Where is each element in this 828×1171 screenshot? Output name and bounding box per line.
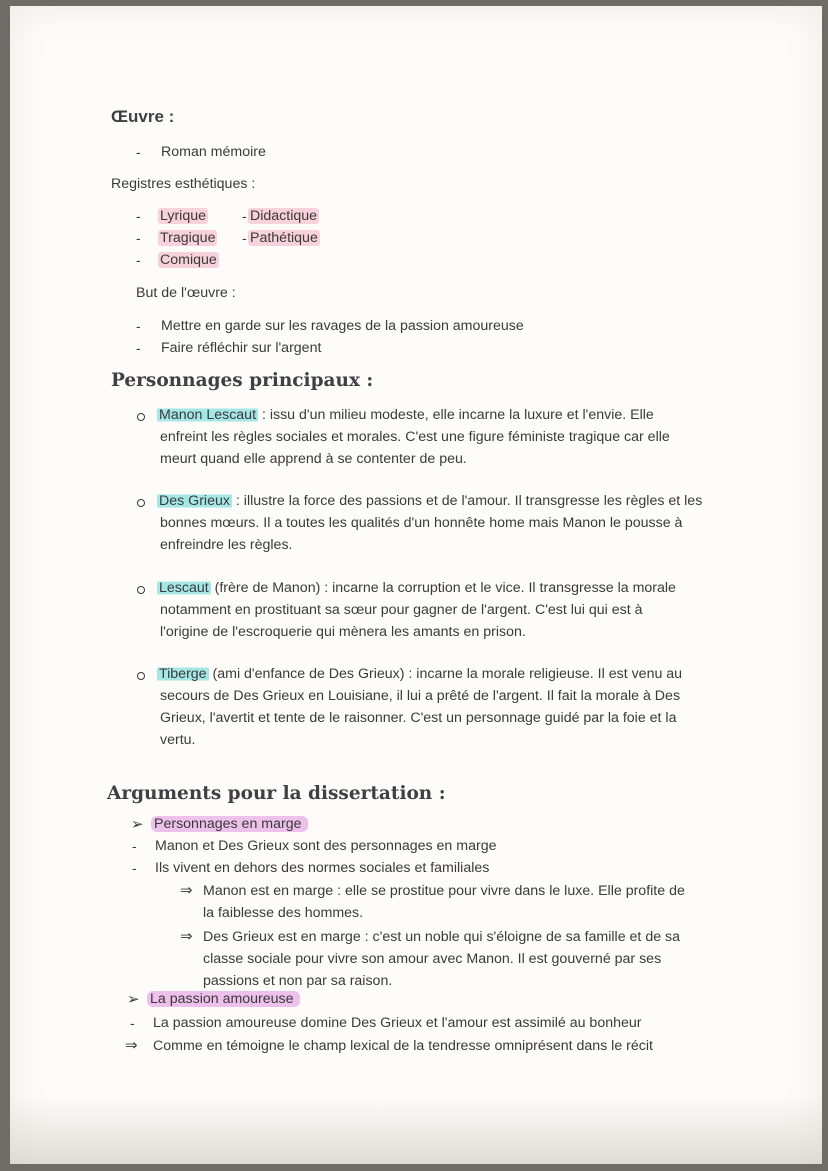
- dash-bullet: -: [242, 230, 247, 246]
- implies-arrow-icon: ⇒: [125, 1037, 138, 1054]
- marge-arg-1-line-2: la faiblesse des hommes.: [203, 905, 364, 921]
- arrowhead-bullet-icon: ➢: [127, 991, 140, 1008]
- marge-title: Personnages en marge: [151, 816, 308, 832]
- desgrieux-name: Des Grieux: [159, 493, 230, 509]
- arrowhead-bullet-icon: ➢: [131, 816, 144, 833]
- marge-arg-2-line-2: classe sociale pour vivre son amour avec Manon. Il est gouverné par ses: [203, 951, 662, 967]
- circle-bullet: [137, 413, 145, 421]
- tiberge-line-4: vertu.: [160, 732, 196, 748]
- tiberge-name: Tiberge: [159, 666, 207, 682]
- dash-bullet: -: [136, 318, 141, 334]
- registres-label: Registres esthétiques :: [111, 176, 256, 192]
- manon-line-1: Manon Lescaut : issu d'un milieu modeste, elle incarne la luxure et l'envie. Elle: [159, 407, 654, 423]
- dash-bullet: -: [132, 860, 137, 876]
- marge-arg-1-line-1: Manon est en marge : elle se prostitue pour vivre dans le luxe. Elle profite de: [203, 883, 685, 899]
- oeuvre-heading: Œuvre :: [111, 107, 175, 126]
- desgrieux-line-3: enfreindre les règles.: [160, 537, 293, 553]
- lescaut-line-2: notamment en prostituant sa sœur pour gagner de l'argent. C'est lui qui est à: [160, 602, 643, 618]
- dash-bullet: -: [242, 208, 247, 224]
- circle-bullet: [137, 586, 145, 594]
- desgrieux-line-2: bonnes mœurs. Il a toutes les qualités d'un honnête home mais Manon le pousse à: [160, 515, 683, 531]
- tiberge-line-2: secours de Des Grieux en Louisiane, il lui a prêté de l'argent. Il fait la morale à Des: [160, 688, 681, 704]
- circle-bullet: [137, 672, 145, 680]
- registre-item: Comique: [160, 252, 217, 268]
- manon-name: Manon Lescaut: [159, 407, 257, 423]
- marge-arg-2-line-3: passions et non par sa raison.: [203, 973, 393, 989]
- tiberge-line-1: Tiberge (ami d'enfance de Des Grieux) : incarne la morale religieuse. Il est venu au: [159, 666, 683, 682]
- arguments-heading: Arguments pour la dissertation :: [107, 783, 446, 804]
- personnages-heading: Personnages principaux :: [111, 370, 374, 391]
- document-page: [10, 6, 822, 1164]
- lescaut-line-1: Lescaut (frère de Manon) : incarne la corruption et le vice. Il transgresse la morale: [159, 580, 676, 596]
- page-bottom-shadow: [10, 1094, 822, 1164]
- registre-item: Tragique: [160, 230, 216, 246]
- passion-title: La passion amoureuse: [147, 991, 300, 1007]
- dash-bullet: -: [130, 1015, 135, 1031]
- passion-line-2: Comme en témoigne le champ lexical de la tendresse omniprésent dans le récit: [153, 1038, 653, 1054]
- dash-bullet: -: [136, 230, 141, 246]
- implies-arrow-icon: ⇒: [180, 928, 193, 945]
- registre-item: Didactique: [250, 208, 318, 224]
- lescaut-name: Lescaut: [159, 580, 209, 596]
- tiberge-line-3: Grieux, l'avertit et tente de le raisonner. C'est un personnage guidé par la foie et la: [160, 710, 677, 726]
- marge-line-1: Manon et Des Grieux sont des personnages en marge: [155, 838, 497, 854]
- passion-line-1: La passion amoureuse domine Des Grieux et l'amour est assimilé au bonheur: [153, 1015, 642, 1031]
- marge-arg-2-line-1: Des Grieux est en marge : c'est un noble qui s'éloigne de sa famille et de sa: [203, 929, 681, 945]
- desgrieux-line-1: Des Grieux : illustre la force des passions et de l'amour. Il transgresse les règles et les: [159, 493, 703, 509]
- manon-line-2: enfreint les règles sociales et morales. C'est une figure féministe tragique car elle: [160, 429, 670, 445]
- marge-line-2: Ils vivent en dehors des normes sociales et familiales: [155, 860, 490, 876]
- but-item: Faire réfléchir sur l'argent: [161, 340, 322, 356]
- dash-bullet: -: [132, 838, 137, 854]
- dash-bullet: -: [136, 252, 141, 268]
- dash-bullet: -: [136, 208, 141, 224]
- but-label: But de l'œuvre :: [136, 285, 236, 301]
- registre-item: Pathétique: [250, 230, 318, 246]
- registre-item: Lyrique: [160, 208, 207, 224]
- circle-bullet: [137, 499, 145, 507]
- lescaut-line-3: l'origine de l'escroquerie qui mènera les amants en prison.: [160, 624, 526, 640]
- but-item: Mettre en garde sur les ravages de la passion amoureuse: [161, 318, 524, 334]
- implies-arrow-icon: ⇒: [180, 882, 193, 899]
- manon-line-3: meurt quand elle apprend à se contenter de peu.: [160, 451, 467, 467]
- dash-bullet: -: [136, 144, 141, 160]
- oeuvre-item: Roman mémoire: [161, 144, 266, 160]
- dash-bullet: -: [136, 340, 141, 356]
